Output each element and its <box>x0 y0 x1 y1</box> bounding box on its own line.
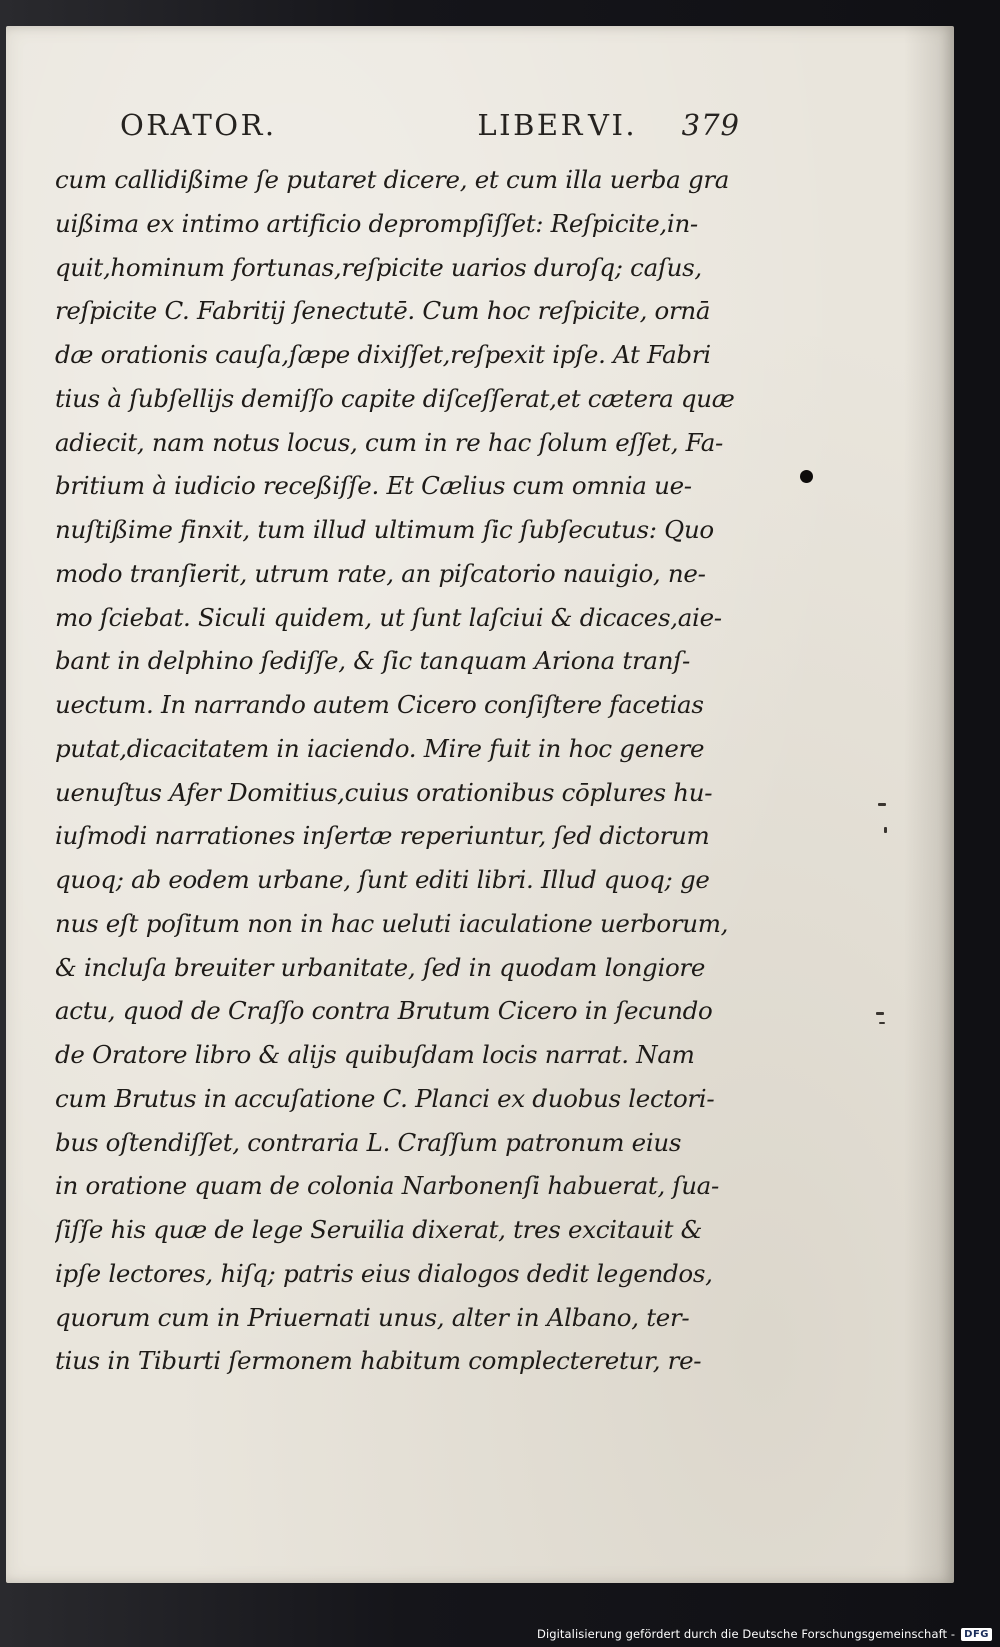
text-line: uectum. In narrando autem Cicero conſiſtere facetias <box>55 690 704 719</box>
dfg-logo: DFG <box>961 1628 992 1641</box>
text-line: adiecit, nam notus locus, cum in re hac ſolum eſſet, Fa- <box>55 427 724 457</box>
running-head-title: ORATOR. <box>120 108 277 142</box>
body-text <box>55 158 760 1383</box>
text-line: & incluſa breuiter urbanitate, ſed in quodam longiore <box>55 952 706 982</box>
digitization-footer <box>537 1625 992 1643</box>
footer-credit: Digitalisierung gefördert durch die Deutsche Forschungsgemeinschaft - <box>536 1627 956 1641</box>
text-line: actu, quod de Craſſo contra Brutum Cicero in ſecundo <box>55 996 713 1026</box>
running-head-book-number: VI. <box>588 108 638 142</box>
running-head-book-label: LIBER <box>477 108 585 142</box>
margin-tick-mark <box>879 1022 885 1024</box>
margin-tick-mark <box>884 827 887 833</box>
running-head <box>120 108 740 152</box>
text-line: modo tranſierit, utrum rate, an piſcatorio nauigio, ne- <box>55 558 706 588</box>
text-line: quoq; ab eodem urbane, ſunt editi libri. Illud quoq; ge <box>55 865 710 894</box>
text-line: bus oſtendiſſet, contraria L. Craſſum patronum eius <box>55 1127 682 1157</box>
text-line: reſpicite C. Fabritij ſenectutē. Cum hoc reſpicite, ornā <box>55 296 711 326</box>
text-line: uißima ex intimo artificio deprompſiſſet: Reſpicite,in- <box>55 208 698 238</box>
text-line: bant in delphino ſediſſe, & ſic tanquam Ariona tranſ- <box>55 646 690 676</box>
text-line: cum callidißime ſe putaret dicere, et cum illa uerba gra <box>55 165 730 194</box>
text-line: nuſtißime finxit, tum illud ultimum ſic ſubſecutus: Quo <box>55 515 714 544</box>
text-line: tius in Tiburti ſermonem habitum complecteretur, re- <box>55 1346 702 1376</box>
text-line: tius à ſubſellijs demiſſo capite diſceſſerat,et cætera quæ <box>55 383 735 413</box>
text-line: iuſmodi narrationes inſertæ reperiuntur, ſed dictorum <box>55 821 710 851</box>
text-line: ipſe lectores, hiſq; patris eius dialogos dedit legendos, <box>55 1258 713 1288</box>
text-line: dæ orationis cauſa,ſæpe dixiſſet,reſpexit ipſe. At Fabri <box>55 340 711 369</box>
text-line: britium à iudicio receßiſſe. Et Cælius cum omnia ue- <box>55 471 692 501</box>
text-line: in oratione quam de colonia Narbonenſi habuerat, ſua- <box>55 1171 719 1201</box>
margin-tick-mark <box>878 803 886 806</box>
text-line: quit,hominum fortunas,reſpicite uarios duroſq; caſus, <box>55 252 702 282</box>
running-head-book <box>477 108 588 142</box>
text-line: quorum cum in Priuernati unus, alter in Albano, ter- <box>55 1302 690 1332</box>
page-number: 379 <box>681 108 740 142</box>
margin-tick-mark <box>876 1012 884 1015</box>
margin-ink-dot <box>800 470 813 483</box>
text-line: ſiſſe his quæ de lege Seruilia dixerat, tres excitauit & <box>55 1215 703 1244</box>
text-line: mo ſciebat. Siculi quidem, ut ſunt laſciui & dicaces,aie- <box>55 602 722 632</box>
text-line: cum Brutus in accuſatione C. Planci ex duobus lectori- <box>55 1083 715 1113</box>
text-line: putat,dicacitatem in iaciendo. Mire fuit in hoc genere <box>55 733 705 763</box>
text-line: nus eſt poſitum non in hac ueluti iaculatione uerborum, <box>55 908 729 938</box>
text-line: uenuſtus Afer Domitius,cuius orationibus cōplures hu- <box>55 777 713 807</box>
page-edge-shadow <box>904 26 954 1583</box>
text-line: de Oratore libro & alijs quibuſdam locis narrat. Nam <box>55 1040 695 1069</box>
